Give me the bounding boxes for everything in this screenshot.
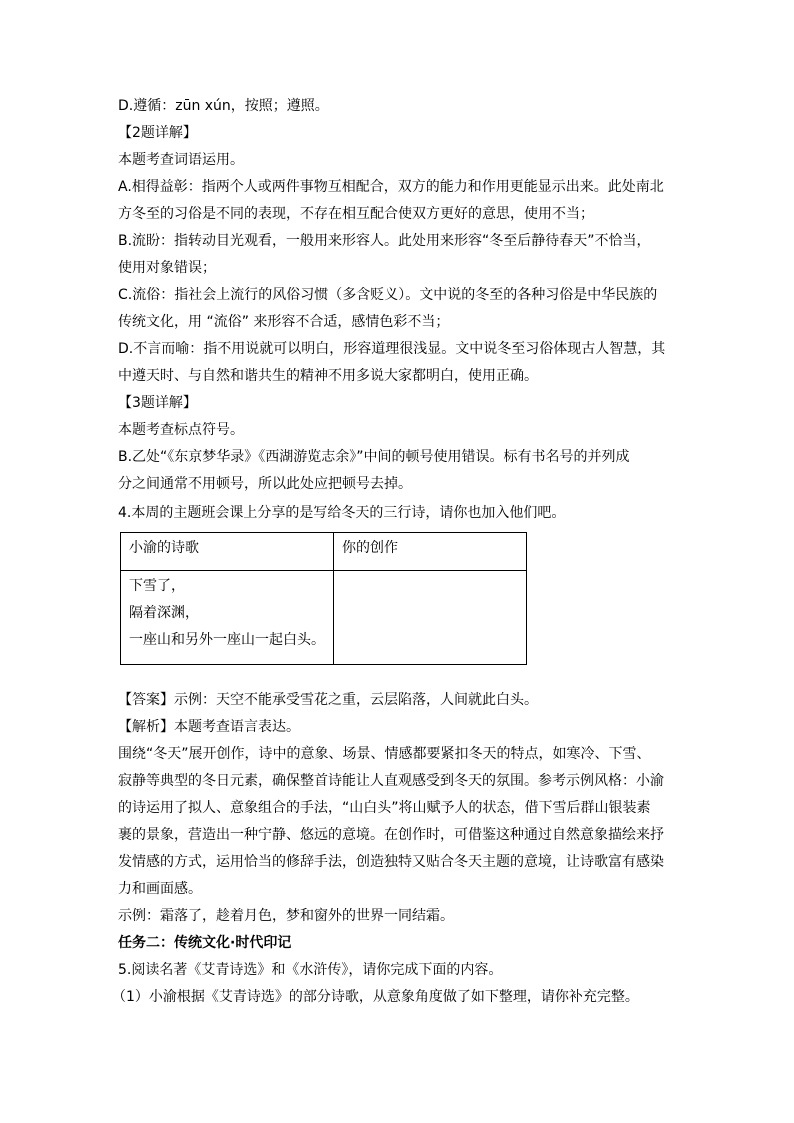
poem-cell (121, 571, 334, 665)
question-line: 4.本周的主题班会课上分享的是写给冬天的三行诗，请你也加入他们吧。 (118, 505, 566, 521)
text-line: 本题考查标点符号。 (118, 422, 244, 438)
text-line: 示例：霜落了，趁着月色，梦和窗外的世界一同结霜。 (118, 908, 454, 924)
text-line: 寂静等典型的冬日元素，确保整首诗能让人直观感受到冬天的氛围。参考示例风格：小渝 (118, 773, 664, 789)
text-line: B.乙处“《东京梦华录》《西湖游览志余》”中间的顿号使用错误。标有书名号的并列成 (118, 449, 630, 465)
question-line: （1）小渝根据《艾青诗选》的部分诗歌，从意象角度做了如下整理，请你补充完整。 (112, 989, 639, 1005)
table-row (121, 533, 527, 571)
analysis-line: 【解析】本题考查语言表达。 (118, 719, 300, 735)
answer-line: 【答案】示例：天空不能承受雪花之重，云层陷落，人间就此白头。 (118, 692, 538, 708)
text-line: D.遵循：zūn xún，按照；遵照。 (118, 98, 329, 114)
text-line: 分之间通常不用顿号，所以此处应把顿号去掉。 (118, 476, 412, 492)
table-header-creation: 你的创作 (334, 533, 527, 571)
task-heading: 任务二：传统文化·时代印记 (118, 935, 292, 951)
text-line: 中遵天时、与自然和谐共生的精神不用多说大家都明白，使用正确。 (118, 368, 538, 384)
table-header-poem: 小渝的诗歌 (121, 533, 334, 571)
text-line: C.流俗：指社会上流行的风俗习惯（多含贬义）。文中说的冬至的各种习俗是中华民族的 (118, 287, 658, 303)
text-line: 围绕“冬天”展开创作，诗中的意象、场景、情感都要紧扣冬天的特点，如寒冷、下雪、 (118, 746, 651, 762)
creation-cell (334, 571, 527, 665)
section-heading: 【3题详解】 (118, 395, 197, 411)
text-line: A.相得益彰：指两个人或两件事物互相配合，双方的能力和作用更能显示出来。此处南北 (118, 179, 664, 195)
text-line: 传统文化，用 “流俗” 来形容不合适，感情色彩不当； (118, 314, 450, 330)
poem-line: 下雪了， (129, 578, 185, 594)
text-line: 方冬至的习俗是不同的表现，不存在相互配合使双方更好的意思，使用不当； (118, 206, 594, 222)
text-line: 发情感的方式，运用恰当的修辞手法，创造独特又贴合冬天主题的意境，让诗歌富有感染 (118, 854, 664, 870)
poem-line: 一座山和另外一座山一起白头。 (129, 632, 325, 648)
question-line: 5.阅读名著《艾青诗选》和《水浒传》，请你完成下面的内容。 (118, 962, 503, 978)
text-line: 的诗运用了拟人、意象组合的手法，“山白头”将山赋予人的状态，借下雪后群山银装素 (118, 800, 651, 816)
text-line: 裹的景象，营造出一种宁静、悠远的意境。在创作时，可借鉴这种通过自然意象描绘来抒 (118, 827, 664, 843)
text-line: 使用对象错误； (118, 260, 216, 276)
table-row (121, 571, 527, 665)
poem-table (120, 532, 527, 665)
text-line: B.流盼：指转动目光观看，一般用来形容人。此处用来形容“冬至后静待春天”不恰当， (118, 233, 651, 249)
text-line: 力和画面感。 (118, 881, 202, 897)
text-line: D.不言而喻：指不用说就可以明白，形容道理很浅显。文中说冬至习俗体现古人智慧，其 (118, 341, 666, 357)
section-heading: 【2题详解】 (118, 125, 197, 141)
text-line: 本题考查词语运用。 (118, 152, 244, 168)
poem-line: 隔着深渊， (129, 605, 199, 621)
